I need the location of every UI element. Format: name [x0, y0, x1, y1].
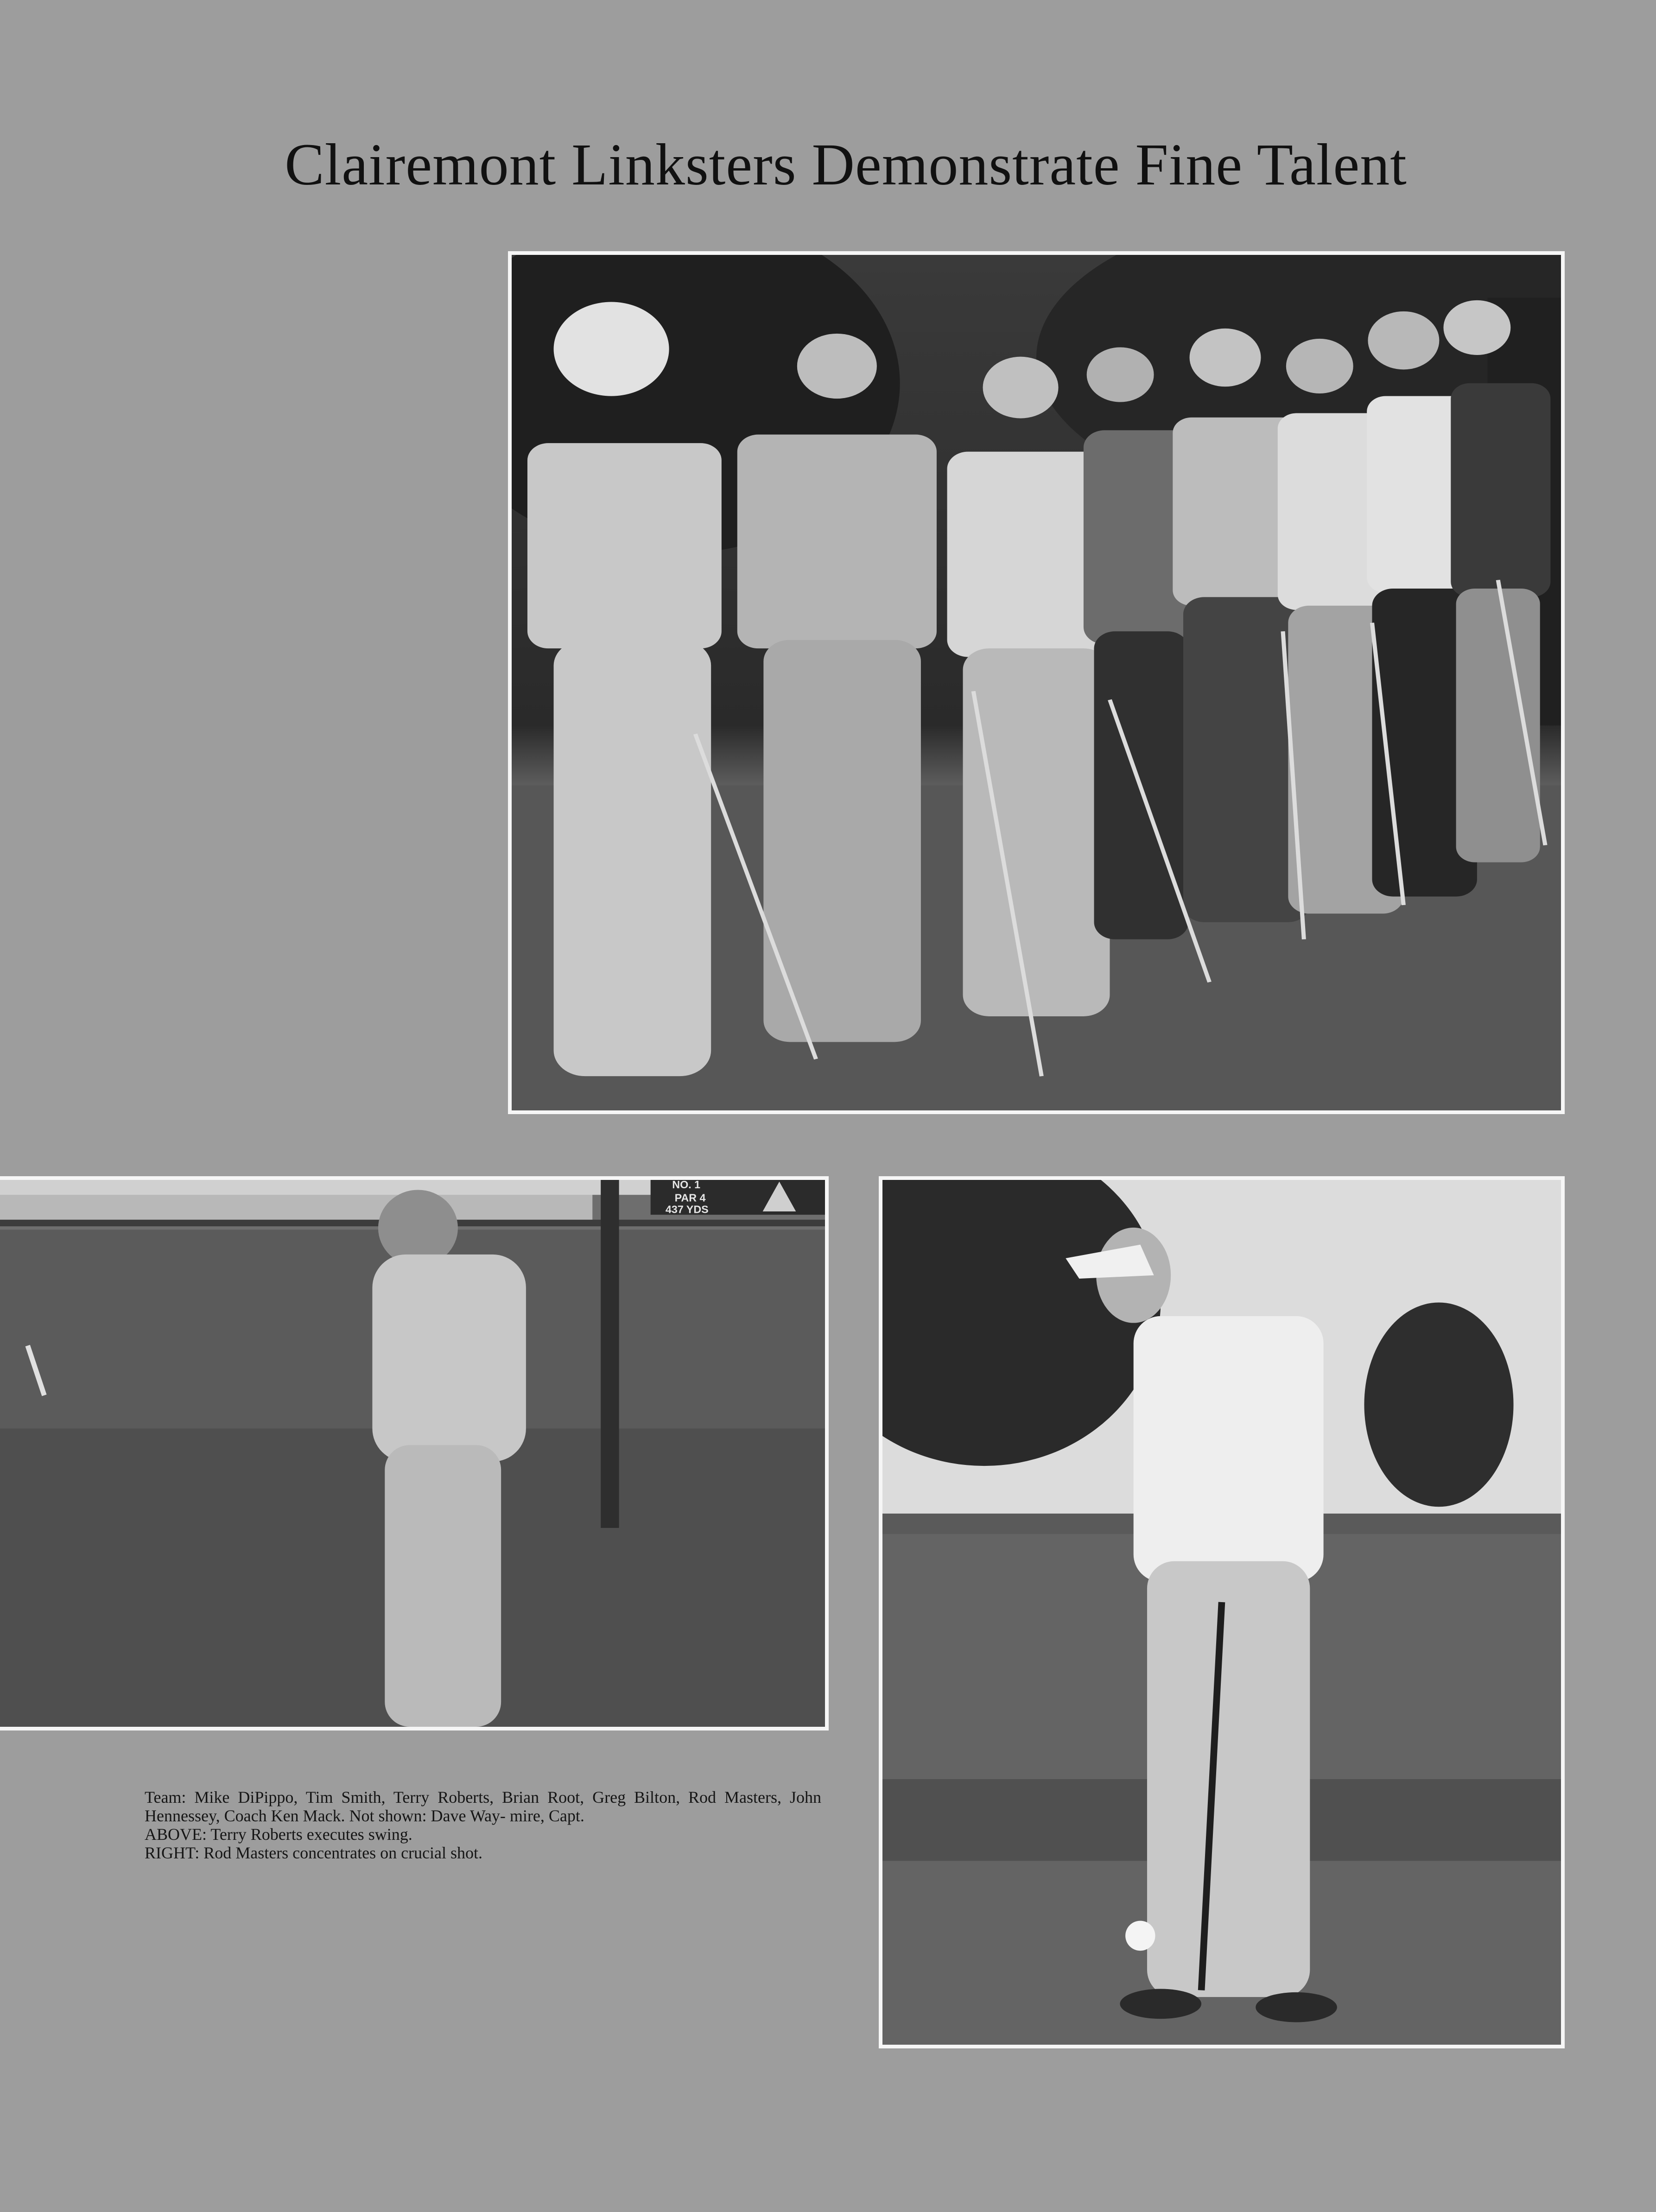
caption-right: RIGHT: Rod Masters concentrates on crucial shot.: [145, 1844, 483, 1862]
sign-yards: 437 YDS: [665, 1203, 709, 1216]
caption-team-roster: Team: Mike DiPippo, Tim Smith, Terry Roberts, Brian Root, Greg Bilton, Rod Masters, John Hennessey, Coach Ken Mack. Not shown: Dave Way- mire, Capt.: [145, 1788, 821, 1825]
page-title: Clairemont Linksters Demonstrate Fine Talent: [285, 132, 1407, 197]
sign-hole-number: NO. 1: [672, 1180, 701, 1191]
shot-photo: [879, 1176, 1565, 2048]
hole-sign: [651, 1180, 825, 1216]
photo-caption: [145, 1788, 821, 1862]
swing-photo: [0, 1176, 829, 1730]
sign-par: PAR 4: [674, 1192, 706, 1204]
team-group-photo: [508, 251, 1565, 1114]
caption-above: ABOVE: Terry Roberts executes swing.: [145, 1825, 412, 1844]
